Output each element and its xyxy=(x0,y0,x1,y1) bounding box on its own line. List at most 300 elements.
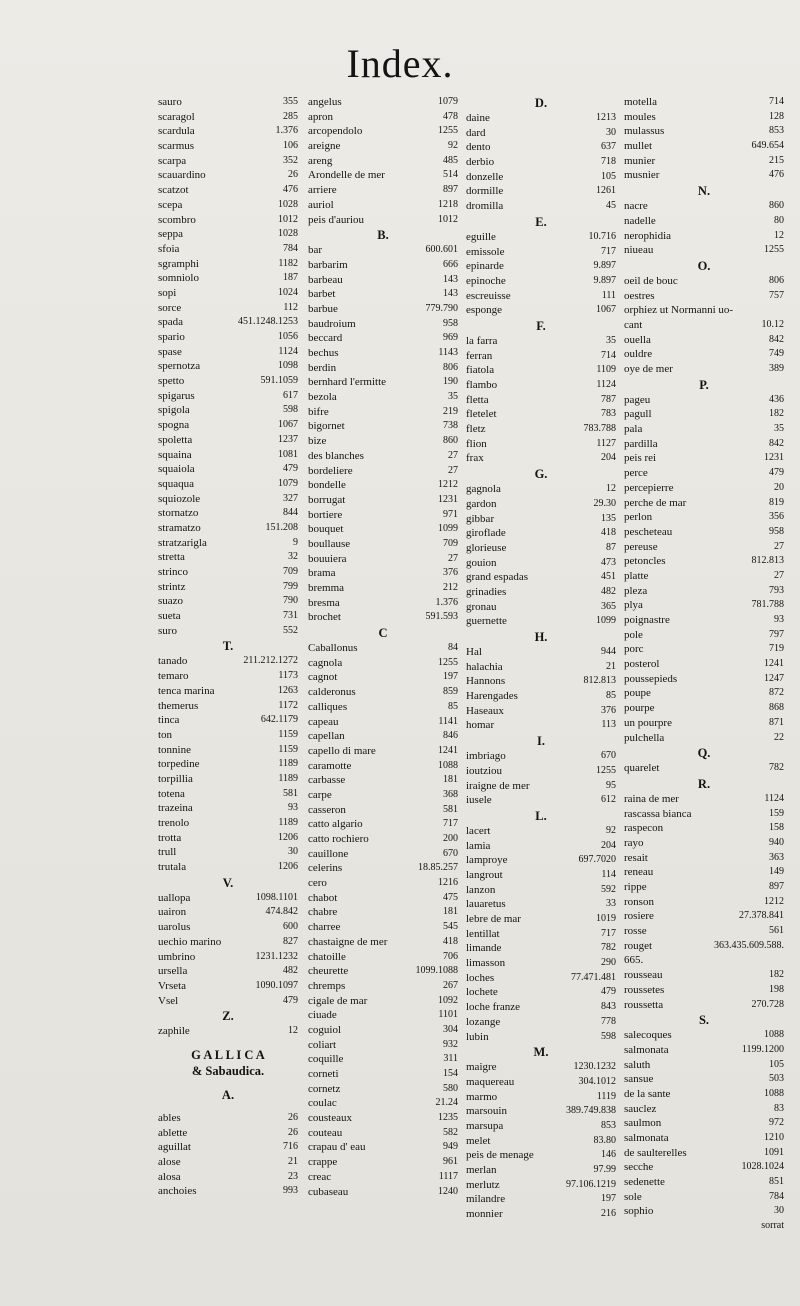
index-entry xyxy=(308,729,458,744)
index-entry xyxy=(466,912,616,927)
section-heading: V. xyxy=(222,875,234,890)
entry-term: spetto xyxy=(158,375,185,388)
entry-term: scombro xyxy=(158,213,196,226)
index-entry xyxy=(158,979,298,994)
entry-term: cagnot xyxy=(308,671,338,684)
index-entry xyxy=(624,318,784,333)
entry-term: sauclez xyxy=(624,1102,657,1115)
entry-term: bernhard l'ermitte xyxy=(308,376,387,389)
index-entry xyxy=(624,154,784,169)
entry-page-refs: 355 xyxy=(283,96,298,107)
index-entry xyxy=(624,657,784,672)
entry-term: munier xyxy=(624,154,656,167)
section-heading: O. xyxy=(697,258,711,273)
entry-term: posterol xyxy=(624,658,660,671)
entry-term: casseron xyxy=(308,803,346,816)
entry-page-refs: 797 xyxy=(769,628,784,640)
index-entry xyxy=(158,950,298,965)
entry-page-refs: 719 xyxy=(769,643,784,655)
section-heading: B. xyxy=(377,228,389,243)
index-entry xyxy=(158,935,298,950)
entry-page-refs: 591.593 xyxy=(425,611,458,623)
index-entry xyxy=(624,895,784,910)
entry-page-refs: 545 xyxy=(443,921,458,933)
entry-page-refs: 187 xyxy=(283,272,298,284)
index-entry xyxy=(466,1090,616,1105)
entry-term: torpillia xyxy=(158,772,193,785)
index-entry xyxy=(158,139,298,154)
entry-term: barbeau xyxy=(308,273,343,286)
index-entry xyxy=(308,744,458,759)
index-entry xyxy=(466,985,616,1000)
index-entry xyxy=(158,816,298,831)
index-entry xyxy=(308,1067,458,1082)
entry-page-refs: 95 xyxy=(606,779,616,791)
entry-term: spoletta xyxy=(158,433,193,446)
index-entry xyxy=(158,330,298,345)
index-entry xyxy=(158,728,298,743)
entry-page-refs: 26 xyxy=(288,169,298,181)
entry-page-refs: 114 xyxy=(601,868,616,880)
entry-term: bezola xyxy=(308,391,337,404)
entry-term: tenca marina xyxy=(158,684,215,697)
entry-term: scarpa xyxy=(158,154,187,167)
index-entry xyxy=(624,880,784,895)
index-entry xyxy=(308,656,458,671)
entry-term: areng xyxy=(308,154,333,167)
index-entry xyxy=(466,793,616,808)
entry-page-refs: 21.24 xyxy=(435,1097,458,1109)
index-entry xyxy=(158,580,298,595)
entry-term: catto algario xyxy=(308,818,363,831)
index-entry xyxy=(466,927,616,942)
entry-page-refs: 819 xyxy=(769,496,784,508)
entry-page-refs: 1231 xyxy=(764,452,784,464)
entry-page-refs: 853 xyxy=(601,1119,616,1131)
index-entry xyxy=(158,124,298,139)
index-entry xyxy=(624,807,784,822)
entry-page-refs: 9 xyxy=(293,536,298,548)
entry-page-refs: 717 xyxy=(443,818,458,830)
entry-page-refs: 617 xyxy=(283,389,298,401)
index-entry xyxy=(624,598,784,613)
index-entry xyxy=(308,1155,458,1170)
entry-page-refs: 1109 xyxy=(596,364,616,376)
entry-page-refs: 783 xyxy=(601,408,616,420)
entry-page-refs: 32 xyxy=(288,551,298,563)
index-entry xyxy=(466,245,616,260)
index-entry xyxy=(466,259,616,274)
index-entry xyxy=(308,920,458,935)
entry-term: marsouin xyxy=(466,1105,507,1118)
index-entry xyxy=(624,628,784,643)
index-entry xyxy=(624,362,784,377)
entry-page-refs: 197 xyxy=(443,671,458,683)
index-entry xyxy=(624,1072,784,1087)
index-entry xyxy=(624,289,784,304)
entry-page-refs: sorrat xyxy=(761,1220,784,1232)
entry-term: gibbar xyxy=(466,512,495,525)
index-entry xyxy=(466,570,616,585)
entry-page-refs: 27 xyxy=(774,569,784,581)
entry-term: rayo xyxy=(624,836,644,849)
index-entry xyxy=(308,1023,458,1038)
index-entry xyxy=(466,1178,616,1193)
entry-page-refs: 368 xyxy=(443,788,458,800)
entry-term: dormille xyxy=(466,185,504,198)
entry-page-refs: 30 xyxy=(288,846,298,858)
entry-term: spigarus xyxy=(158,389,195,402)
entry-page-refs: 1218 xyxy=(438,198,458,210)
entry-term: Vsel xyxy=(158,994,179,1007)
index-entry xyxy=(624,1146,784,1161)
entry-term: pardilla xyxy=(624,437,658,450)
entry-page-refs: 940 xyxy=(769,836,784,848)
entry-term: ables xyxy=(158,1111,181,1124)
entry-page-refs: 670 xyxy=(443,847,458,859)
entry-page-refs: 706 xyxy=(443,950,458,962)
entry-term: merlan xyxy=(466,1164,497,1176)
entry-term: ouella xyxy=(624,333,651,346)
entry-page-refs: 211.212.1272 xyxy=(243,655,298,667)
entry-page-refs: 23 xyxy=(288,1170,298,1182)
index-entry xyxy=(466,556,616,571)
index-entry xyxy=(158,565,298,580)
entry-term: donzelle xyxy=(466,170,504,183)
entry-page-refs: 806 xyxy=(443,361,458,373)
entry-page-refs: 1098 xyxy=(278,360,298,372)
entry-term: tinca xyxy=(158,714,180,727)
index-entry xyxy=(308,302,458,317)
entry-term: trull xyxy=(158,846,177,859)
entry-page-refs: 27 xyxy=(774,540,784,552)
entry-term: lamproye xyxy=(466,854,508,867)
entry-page-refs: 1119 xyxy=(596,1090,616,1102)
entry-page-refs: 376 xyxy=(601,704,616,716)
entry-term: cauillone xyxy=(308,847,349,860)
index-entry xyxy=(308,566,458,581)
entry-term: ursella xyxy=(158,965,188,978)
entry-term: marsupa xyxy=(466,1119,504,1132)
entry-page-refs: 949 xyxy=(443,1141,458,1153)
entry-page-refs: 135 xyxy=(601,512,616,524)
index-entry xyxy=(466,393,616,408)
entry-term: calderonus xyxy=(308,686,356,699)
index-entry xyxy=(624,924,784,939)
index-entry xyxy=(158,506,298,521)
entry-term: spernotza xyxy=(158,360,201,373)
entry-term: sole xyxy=(624,1190,642,1203)
index-entry xyxy=(308,390,458,405)
entry-term: uallopa xyxy=(158,891,191,904)
index-entry xyxy=(158,374,298,389)
index-entry xyxy=(158,920,298,935)
entry-page-refs: 749 xyxy=(769,348,784,360)
index-entry xyxy=(308,1008,458,1023)
index-entry xyxy=(308,670,458,685)
index-entry xyxy=(466,126,616,141)
entry-term: escreuisse xyxy=(466,289,511,302)
entry-page-refs: 1189 xyxy=(278,817,298,828)
entry-page-refs: 1247 xyxy=(764,672,784,684)
entry-page-refs: 1216 xyxy=(438,877,458,889)
entry-term: cubaseau xyxy=(308,1185,349,1198)
index-entry xyxy=(308,891,458,906)
entry-page-refs: 105 xyxy=(769,1058,784,1070)
entry-term: dromilla xyxy=(466,200,504,213)
entry-page-refs: 35 xyxy=(606,334,616,346)
entry-term: sfoia xyxy=(158,242,180,255)
entry-page-refs: 451 xyxy=(601,571,616,583)
entry-page-refs: 216 xyxy=(601,1208,616,1220)
entry-term: angelus xyxy=(308,96,342,108)
entry-term: alose xyxy=(158,1156,181,1168)
entry-page-refs: 418 xyxy=(443,935,458,947)
entry-page-refs: 182 xyxy=(769,969,784,981)
entry-page-refs: 190 xyxy=(443,376,458,388)
entry-page-refs: 159 xyxy=(769,807,784,819)
entry-page-refs: 1206 xyxy=(278,831,298,843)
entry-page-refs: 581 xyxy=(443,803,458,815)
entry-page-refs: 158 xyxy=(769,822,784,834)
entry-page-refs: 757 xyxy=(769,289,784,301)
entry-page-refs: 181 xyxy=(443,906,458,918)
index-entry xyxy=(308,832,458,847)
entry-term: lebre de mar xyxy=(466,913,521,925)
entry-page-refs: 717 xyxy=(601,927,616,939)
index-entry xyxy=(466,1075,616,1090)
entry-term: pulchella xyxy=(624,731,665,744)
entry-page-refs: 181 xyxy=(443,774,458,786)
entry-page-refs: 77.471.481 xyxy=(571,971,616,983)
entry-page-refs: 12 xyxy=(774,229,784,241)
entry-page-refs: 105 xyxy=(601,170,616,182)
entry-term: emissole xyxy=(466,245,505,258)
entry-term: sedenette xyxy=(624,1176,665,1189)
index-entry xyxy=(466,971,616,986)
entry-term: squaqua xyxy=(158,477,195,490)
index-entry xyxy=(466,839,616,854)
index-entry xyxy=(308,964,458,979)
entry-term: trenolo xyxy=(158,817,190,829)
entry-term: pala xyxy=(624,423,643,436)
entry-page-refs: 1231 xyxy=(438,493,458,505)
entry-page-refs: 787 xyxy=(601,393,616,405)
entry-term: torpedine xyxy=(158,758,200,771)
index-entry xyxy=(466,274,616,289)
entry-page-refs: 1101 xyxy=(438,1009,458,1021)
entry-term: salmonata xyxy=(624,1043,669,1056)
index-entry xyxy=(624,437,784,452)
index-entry xyxy=(308,183,458,198)
index-entry xyxy=(158,669,298,684)
entry-page-refs: 1159 xyxy=(278,743,298,755)
index-entry xyxy=(624,554,784,569)
index-entry xyxy=(466,1104,616,1119)
index-entry xyxy=(158,462,298,477)
entry-page-refs: 154 xyxy=(443,1068,458,1079)
entry-page-refs: 897 xyxy=(769,881,784,892)
index-entry xyxy=(624,347,784,362)
entry-term: dard xyxy=(466,126,486,139)
index-entry xyxy=(158,389,298,404)
entry-term: poussepieds xyxy=(624,672,678,685)
index-entry xyxy=(624,466,784,481)
index-entry xyxy=(624,701,784,716)
entry-page-refs: 1.376 xyxy=(435,596,458,608)
index-entry xyxy=(624,613,784,628)
entry-page-refs: 311 xyxy=(443,1053,458,1065)
index-entry xyxy=(158,315,298,330)
index-entry xyxy=(158,594,298,609)
entry-term: bouquet xyxy=(308,523,344,536)
index-entry xyxy=(308,508,458,523)
entry-page-refs: 1261 xyxy=(596,185,616,197)
entry-page-refs: 580 xyxy=(443,1082,458,1094)
entry-term: bortiere xyxy=(308,508,343,521)
entry-page-refs: 29.30 xyxy=(593,497,616,509)
index-entry xyxy=(466,956,616,971)
entry-page-refs: 215 xyxy=(769,154,784,166)
entry-term: lentillat xyxy=(466,927,500,940)
entry-term: sueta xyxy=(158,610,181,623)
entry-page-refs: 582 xyxy=(443,1126,458,1138)
index-entry xyxy=(308,139,458,154)
entry-page-refs: 20 xyxy=(774,481,784,493)
entry-page-refs: 1079 xyxy=(278,477,298,489)
entry-term: scatzot xyxy=(158,184,189,197)
entry-term: totena xyxy=(158,787,185,800)
entry-page-refs: 35 xyxy=(774,423,784,435)
entry-page-refs: 479 xyxy=(769,467,784,479)
index-entry xyxy=(158,213,298,228)
index-entry xyxy=(158,168,298,183)
index-entry xyxy=(308,935,458,950)
entry-term: fletelet xyxy=(466,408,497,421)
index-entry xyxy=(624,569,784,584)
index-entry xyxy=(466,541,616,556)
index-entry xyxy=(158,1140,298,1155)
entry-term: alosa xyxy=(158,1170,181,1183)
entry-page-refs: 451.1248.1253 xyxy=(238,316,298,328)
section-heading: R. xyxy=(697,776,711,791)
entry-page-refs: 846 xyxy=(443,730,458,742)
entry-page-refs: 9.897 xyxy=(593,274,616,286)
index-entry xyxy=(308,317,458,332)
entry-term: apron xyxy=(308,110,334,123)
index-entry xyxy=(308,596,458,611)
entry-term: bar xyxy=(308,244,323,257)
section-heading: N. xyxy=(697,184,711,199)
entry-page-refs: 113 xyxy=(601,719,616,731)
entry-page-refs: 859 xyxy=(443,686,458,698)
entry-term: bordeliere xyxy=(308,464,353,477)
entry-term: petoncles xyxy=(624,555,666,568)
index-entry xyxy=(158,654,298,669)
entry-page-refs: 476 xyxy=(769,169,784,181)
entry-term: saulmon xyxy=(624,1117,662,1130)
entry-term: poignastre xyxy=(624,614,670,626)
entry-page-refs: 1189 xyxy=(278,758,298,770)
index-entry xyxy=(308,361,458,376)
entry-term: plya xyxy=(624,599,643,612)
entry-term: arriere xyxy=(308,184,337,197)
index-entry xyxy=(158,1024,298,1039)
entry-term: rouget xyxy=(624,939,653,952)
entry-page-refs: 1056 xyxy=(278,331,298,342)
index-entry xyxy=(158,713,298,728)
entry-term: de saulterelles xyxy=(624,1146,687,1159)
entry-term: limasson xyxy=(466,957,506,970)
entry-term: strinco xyxy=(158,566,188,578)
index-entry xyxy=(158,609,298,624)
entry-term: capello di mare xyxy=(308,744,376,757)
entry-page-refs: 860 xyxy=(769,200,784,212)
entry-term: Caballonus xyxy=(308,642,358,655)
index-entry xyxy=(308,700,458,715)
index-entry xyxy=(308,449,458,464)
index-entry xyxy=(158,787,298,802)
entry-term: stornatzo xyxy=(158,507,199,520)
index-entry xyxy=(466,585,616,600)
entry-page-refs: 27 xyxy=(448,449,458,461)
entry-page-refs: 1263 xyxy=(278,684,298,696)
index-entry xyxy=(624,953,784,968)
index-entry xyxy=(308,803,458,818)
entry-page-refs: 1124 xyxy=(764,792,784,804)
section-heading: T. xyxy=(222,639,234,654)
entry-page-refs: 851 xyxy=(769,1176,784,1188)
index-entry xyxy=(308,346,458,361)
entry-term: raspecon xyxy=(624,822,664,835)
entry-page-refs: 716 xyxy=(283,1141,298,1153)
entry-term: cousteaux xyxy=(308,1112,352,1125)
index-entry xyxy=(308,110,458,125)
entry-page-refs: 363 xyxy=(769,851,784,863)
index-entry xyxy=(466,689,616,704)
entry-term: cigale de mar xyxy=(308,994,368,1007)
entry-term: milandre xyxy=(466,1193,506,1206)
entry-term: sansue xyxy=(624,1073,654,1086)
index-entry xyxy=(308,537,458,552)
index-entry xyxy=(466,184,616,199)
entry-term: imbriago xyxy=(466,750,506,763)
entry-term: bigornet xyxy=(308,420,345,433)
index-entry xyxy=(158,448,298,463)
entry-page-refs: 1159 xyxy=(278,728,298,740)
index-entry xyxy=(308,493,458,508)
index-entry xyxy=(308,198,458,213)
index-entry xyxy=(466,349,616,364)
index-entry xyxy=(624,731,784,746)
entry-term: pagull xyxy=(624,408,652,421)
entry-page-refs: 1028 xyxy=(278,228,298,240)
entry-page-refs: 784 xyxy=(283,242,298,254)
entry-term: musnier xyxy=(624,169,660,182)
index-entry xyxy=(466,1060,616,1075)
entry-term: maigre xyxy=(466,1061,497,1074)
entry-term: oeil de bouc xyxy=(624,274,678,287)
entry-page-refs: 1141 xyxy=(438,715,458,727)
index-entry xyxy=(158,110,298,125)
entry-page-refs: 714 xyxy=(601,349,616,361)
section-heading: Q. xyxy=(697,746,711,761)
entry-term: Harengades xyxy=(466,690,518,703)
index-entry xyxy=(466,512,616,527)
entry-term: secche xyxy=(624,1161,654,1174)
entry-page-refs: 92 xyxy=(606,824,616,836)
entry-term: trotta xyxy=(158,831,182,844)
